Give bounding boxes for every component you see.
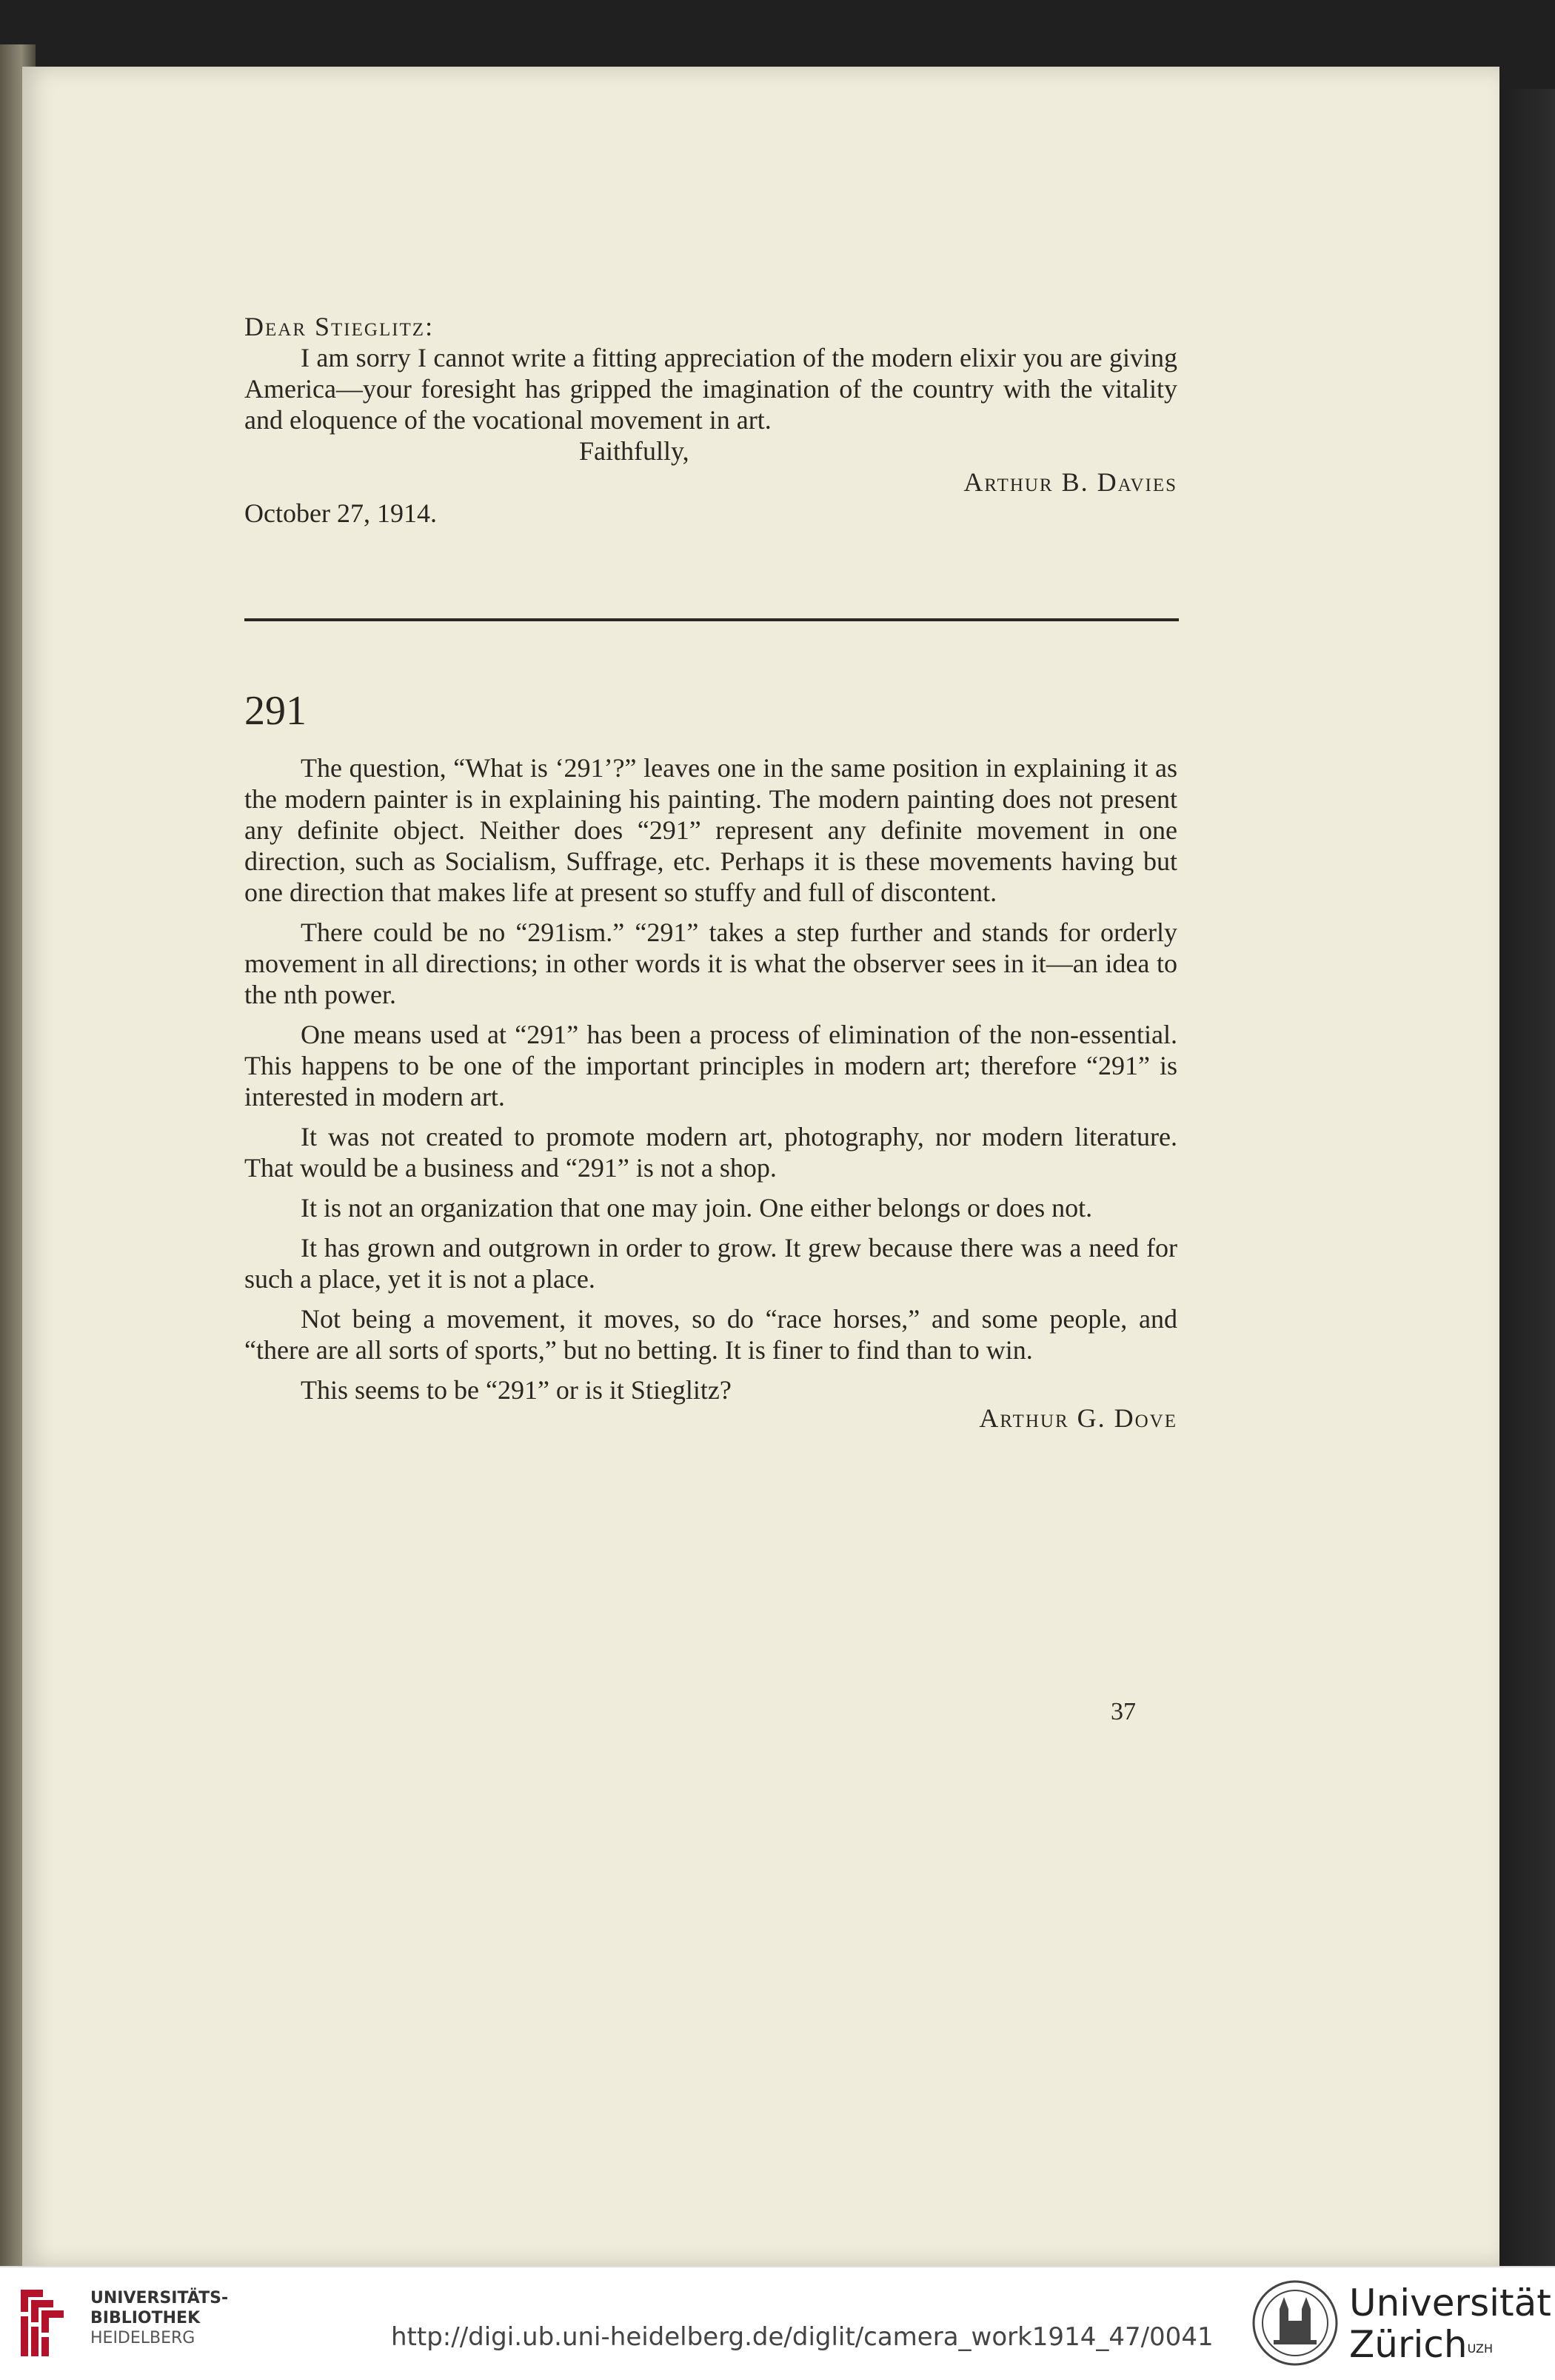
viewer-footer bbox=[0, 2266, 1555, 2380]
essay-paragraph: The question, “What is ‘291’?” leaves one in the same position in explaining it as the modern painter is in explaining his painting. The modern painting does not present any definite object. Neither does “291” represent any definite movement in one direction, such as Socialism, Suffrage, etc. Perhaps it is these movements having but one direction that makes life at present so stuffy and full of discontent. bbox=[244, 753, 1177, 907]
letter-date: October 27, 1914. bbox=[244, 498, 437, 528]
letter-signature: Arthur B. Davies bbox=[963, 467, 1177, 497]
essay-paragraph: This seems to be “291” or is it Stieglitz? bbox=[301, 1375, 732, 1405]
page-number: 37 bbox=[1111, 1698, 1136, 1725]
ub-heidelberg-logo-icon[interactable] bbox=[13, 2282, 80, 2364]
library-name: UNIVERSITÄTS- BIBLIOTHEK HEIDELBERG bbox=[90, 2289, 229, 2347]
source-url-link[interactable]: http://digi.ub.uni-heidelberg.de/diglit/camera_work1914_47/0041 bbox=[391, 2322, 1214, 2352]
section-divider bbox=[244, 618, 1179, 621]
letter-closing: Faithfully, bbox=[579, 436, 689, 466]
letter-body: I am sorry I cannot write a fitting appreciation of the modern elixir you are giving America—your foresight has gripped the imagination of the country with the vitality and eloquence of the vocational movement in art. bbox=[244, 343, 1177, 435]
essay-paragraph: It has grown and outgrown in order to grow. It grew because there was a need for such a place, yet it is not a place. bbox=[244, 1233, 1177, 1294]
essay-paragraph: Not being a movement, it moves, so do “race horses,” and some people, and “there are all sorts of sports,” but no betting. It is finer to find than to win. bbox=[244, 1304, 1177, 1365]
uzh-seal-icon[interactable] bbox=[1251, 2279, 1339, 2367]
university-name: Universität Zürich$^{UZH}$ bbox=[1349, 2282, 1551, 2366]
essay-paragraph: One means used at “291” has been a process of elimination of the non-essential. This happens to be one of the important principles in modern art; therefore “291” is interested in modern art. bbox=[244, 1020, 1177, 1112]
essay-paragraph: There could be no “291ism.” “291” takes a step further and stands for orderly movement in all directions; in other words it is what the observer sees in it—an idea to the nth power. bbox=[244, 917, 1177, 1009]
essay-signature: Arthur G. Dove bbox=[979, 1403, 1177, 1433]
essay-paragraph: It is not an organization that one may join. One either belongs or does not. bbox=[301, 1193, 1093, 1223]
essay-paragraph: It was not created to promote modern art, photography, nor modern literature. That would be a business and “291” is not a shop. bbox=[244, 1122, 1177, 1183]
essay bbox=[244, 752, 1177, 1443]
essay-title: 291 bbox=[244, 688, 307, 734]
letter-salutation: Dear Stieglitz: bbox=[244, 312, 435, 341]
letter bbox=[244, 311, 1177, 529]
